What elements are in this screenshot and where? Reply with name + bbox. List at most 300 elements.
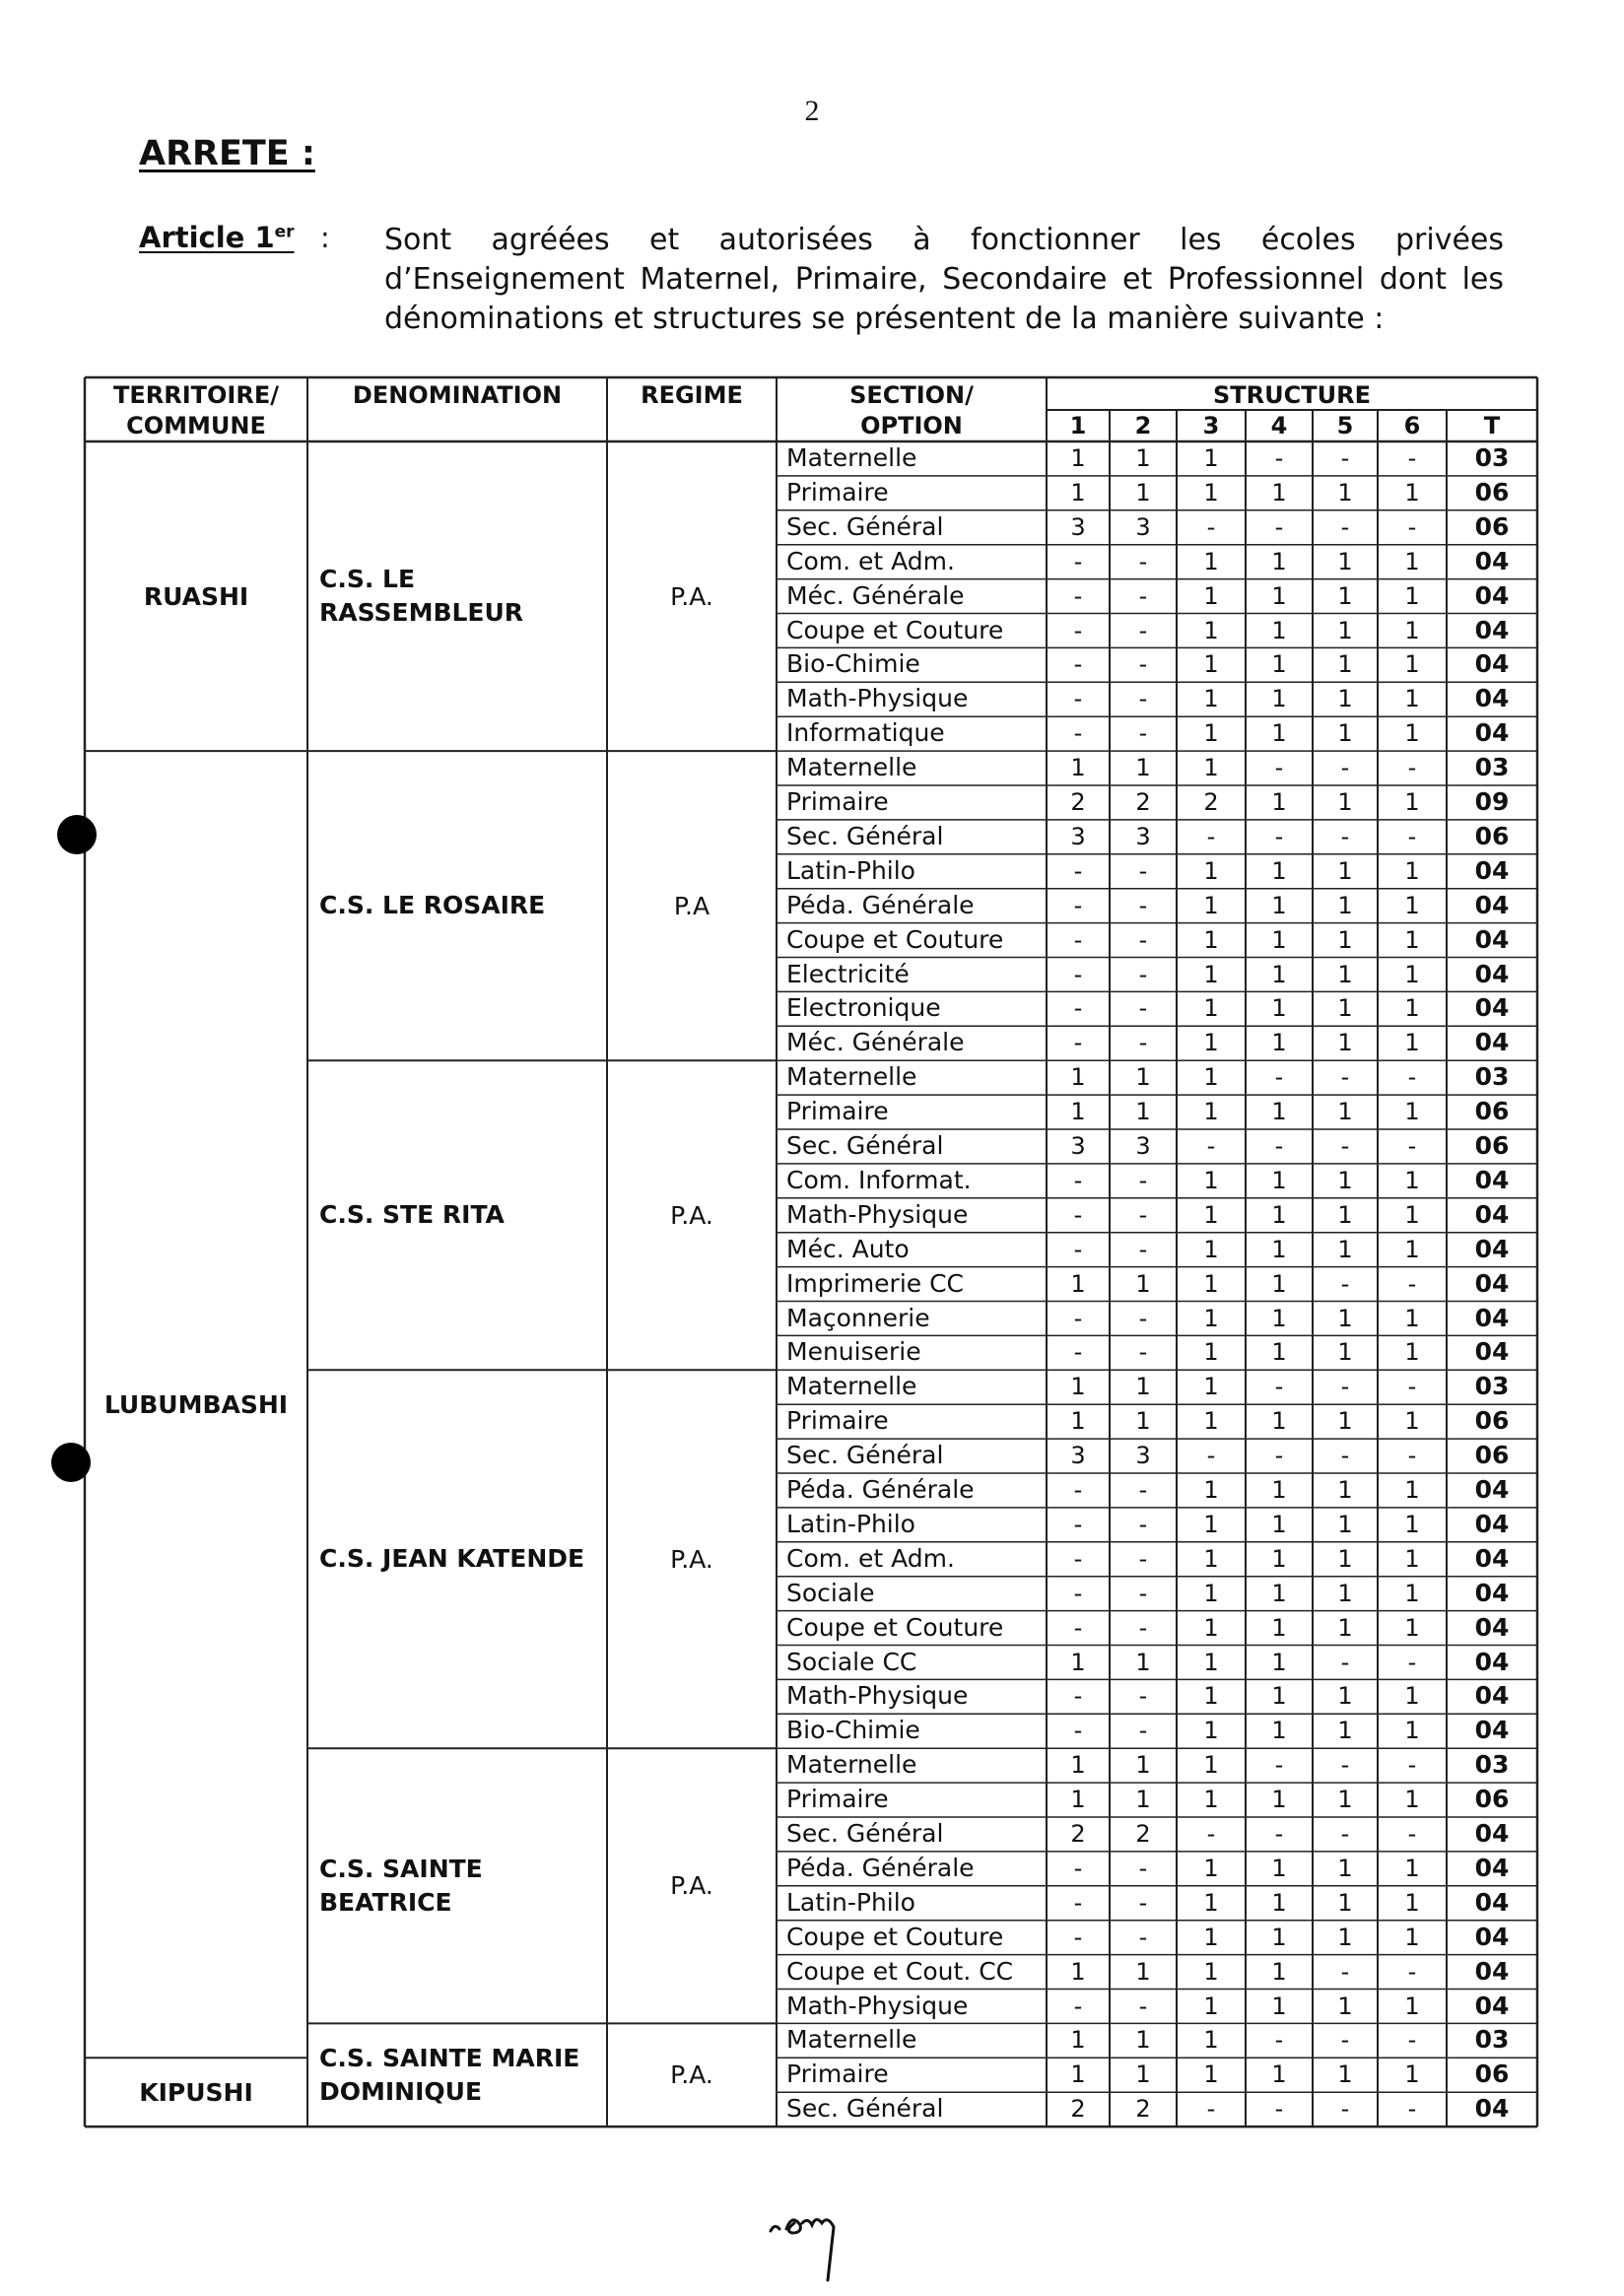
structure-value-cell: 1 (1271, 1269, 1287, 1298)
structure-value-cell: - (1340, 444, 1350, 472)
structure-value-cell: - (1138, 960, 1148, 988)
structure-value-cell: - (1340, 1648, 1350, 1676)
structure-value-cell: 1 (1337, 1098, 1353, 1126)
structure-value-cell: - (1340, 822, 1350, 850)
school-regime: P.A. (670, 581, 713, 611)
structure-value-cell: 1 (1203, 1682, 1219, 1711)
structure-total-cell: 04 (1474, 2094, 1510, 2124)
structure-value-cell: 3 (1135, 1132, 1151, 1160)
structure-total-cell: 04 (1474, 1956, 1510, 1986)
structure-total-cell: 04 (1474, 1165, 1510, 1194)
structure-value-cell: - (1073, 1888, 1083, 1917)
structure-value-cell: 1 (1404, 1029, 1420, 1057)
structure-value-cell: 1 (1404, 1510, 1420, 1538)
school-denomination: C.S. SAINTE BEATRICE (319, 1854, 483, 1917)
structure-total-cell: 06 (1474, 1406, 1510, 1436)
structure-value-cell: - (1340, 1373, 1350, 1401)
structure-value-cell: 1 (1271, 650, 1287, 679)
structure-value-cell: - (1073, 685, 1083, 713)
structure-value-cell: 1 (1404, 1786, 1420, 1814)
structure-value-cell: - (1407, 1957, 1417, 1986)
structure-value-cell: 1 (1135, 1786, 1151, 1814)
structure-value-cell: 1 (1070, 2060, 1086, 2089)
structure-value-cell: - (1138, 1476, 1148, 1504)
structure-value-cell: 1 (1337, 685, 1353, 713)
structure-value-cell: - (1073, 891, 1083, 919)
structure-value-cell: - (1407, 1820, 1417, 1848)
header-structure-col-4: 4 (1270, 412, 1288, 439)
article-text: Sont agréées et autorisées à fonctionner les écoles privées d’Enseignement Maternel, Primaire, Secondaire et Professionnel dont les dénominations et structures se présentent de la manière suivante : (384, 223, 1504, 336)
article-colon: : (320, 221, 330, 254)
structure-value-cell: 1 (1337, 925, 1353, 954)
structure-value-cell: - (1407, 512, 1417, 541)
structure-total-cell: 03 (1474, 2025, 1510, 2055)
structure-value-cell: 1 (1203, 1029, 1219, 1057)
structure-value-cell: - (1407, 1373, 1417, 1401)
structure-value-cell: 1 (1404, 616, 1420, 644)
structure-value-cell: 1 (1271, 1613, 1287, 1642)
territory-name: KIPUSHI (139, 2077, 253, 2107)
signature-mark (763, 2186, 871, 2294)
structure-value-cell: 1 (1337, 719, 1353, 748)
structure-value-cell: - (1138, 1304, 1148, 1332)
section-option-cell: Maternelle (786, 1750, 917, 1780)
structure-total-cell: 04 (1474, 1681, 1510, 1711)
structure-value-cell: 1 (1337, 581, 1353, 610)
school-denomination: C.S. SAINTE MARIE DOMINIQUE (319, 2043, 580, 2106)
section-option-cell: Méc. Générale (786, 580, 965, 610)
school-regime: P.A. (670, 1544, 713, 1574)
section-option-cell: Sociale CC (786, 1647, 917, 1676)
structure-value-cell: 1 (1203, 1888, 1219, 1917)
structure-value-cell: 1 (1337, 891, 1353, 919)
structure-value-cell: 3 (1135, 512, 1151, 541)
structure-value-cell: 1 (1203, 1098, 1219, 1126)
structure-value-cell: - (1073, 1235, 1083, 1263)
structure-value-cell: 1 (1203, 1613, 1219, 1642)
structure-value-cell: - (1206, 1132, 1216, 1160)
structure-value-cell: 1 (1070, 754, 1086, 782)
structure-total-cell: 04 (1474, 1337, 1510, 1367)
structure-value-cell: 1 (1135, 1098, 1151, 1126)
structure-value-cell: 1 (1337, 1682, 1353, 1711)
section-option-cell: Coupe et Couture (786, 924, 1004, 954)
structure-total-cell: 04 (1474, 1716, 1510, 1745)
structure-value-cell: - (1073, 1304, 1083, 1332)
structure-value-cell: 3 (1070, 1442, 1086, 1470)
structure-value-cell: 1 (1203, 1304, 1219, 1332)
section-option-cell: Maternelle (786, 443, 917, 472)
structure-value-cell: - (1274, 2095, 1284, 2124)
structure-total-cell: 04 (1474, 1234, 1510, 1263)
structure-value-cell: 1 (1203, 891, 1219, 919)
structure-value-cell: - (1073, 1613, 1083, 1642)
structure-value-cell: - (1138, 1682, 1148, 1711)
structure-value-cell: 1 (1337, 2060, 1353, 2089)
territory-name: LUBUMBASHI (103, 1389, 289, 1419)
structure-value-cell: 1 (1203, 1373, 1219, 1401)
structure-value-cell: - (1138, 1854, 1148, 1882)
structure-value-cell: - (1138, 616, 1148, 644)
structure-value-cell: 1 (1404, 1200, 1420, 1229)
structure-value-cell: - (1138, 1544, 1148, 1573)
structure-value-cell: 1 (1271, 719, 1287, 748)
section-option-cell: Coupe et Couture (786, 1612, 1004, 1642)
structure-total-cell: 06 (1474, 2060, 1510, 2089)
structure-value-cell: 1 (1070, 1407, 1086, 1436)
structure-value-cell: 1 (1271, 1992, 1287, 2020)
header-structure-col-5: 5 (1336, 412, 1354, 439)
structure-value-cell: 1 (1271, 994, 1287, 1023)
structure-value-cell: - (1340, 1442, 1350, 1470)
structure-value-cell: 2 (1135, 1820, 1151, 1848)
structure-value-cell: - (1274, 1063, 1284, 1092)
school-denomination: C.S. LE ROSAIRE (319, 891, 546, 920)
arrete-heading: ARRETE : (139, 134, 315, 173)
structure-value-cell: 1 (1337, 1544, 1353, 1573)
structure-value-cell: 1 (1070, 2026, 1086, 2055)
structure-value-cell: - (1073, 1854, 1083, 1882)
structure-value-cell: 1 (1404, 719, 1420, 748)
structure-value-cell: 1 (1271, 1923, 1287, 1951)
structure-value-cell: - (1073, 650, 1083, 679)
structure-total-cell: 04 (1474, 1475, 1510, 1504)
structure-value-cell: 1 (1135, 1648, 1151, 1676)
structure-value-cell: - (1138, 925, 1148, 954)
structure-value-cell: 1 (1271, 925, 1287, 954)
structure-value-cell: 1 (1203, 650, 1219, 679)
structure-value-cell: 1 (1404, 1476, 1420, 1504)
structure-value-cell: 1 (1337, 1579, 1353, 1607)
structure-value-cell: 1 (1135, 1269, 1151, 1298)
structure-value-cell: - (1138, 581, 1148, 610)
structure-total-cell: 04 (1474, 1199, 1510, 1229)
structure-value-cell: - (1073, 1544, 1083, 1573)
structure-value-cell: - (1138, 1888, 1148, 1917)
structure-total-cell: 06 (1474, 1131, 1510, 1160)
structure-value-cell: 1 (1404, 1304, 1420, 1332)
structure-total-cell: 03 (1474, 753, 1510, 782)
structure-value-cell: 1 (1404, 478, 1420, 506)
structure-value-cell: 1 (1404, 1338, 1420, 1367)
structure-total-cell: 04 (1474, 1922, 1510, 1951)
structure-value-cell: - (1206, 1820, 1216, 1848)
structure-value-cell: 1 (1404, 1098, 1420, 1126)
structure-total-cell: 04 (1474, 684, 1510, 713)
structure-value-cell: - (1073, 1717, 1083, 1745)
section-option-cell: Méc. Générale (786, 1028, 965, 1057)
structure-value-cell: 1 (1203, 444, 1219, 472)
structure-value-cell: - (1340, 1063, 1350, 1092)
structure-value-cell: - (1073, 1338, 1083, 1367)
structure-value-cell: - (1073, 925, 1083, 954)
structure-value-cell: 1 (1203, 1648, 1219, 1676)
section-option-cell: Maternelle (786, 2025, 917, 2055)
section-option-cell: Primaire (786, 1406, 889, 1436)
structure-value-cell: - (1138, 1166, 1148, 1194)
structure-value-cell: - (1407, 1132, 1417, 1160)
structure-value-cell: - (1138, 650, 1148, 679)
structure-value-cell: 1 (1203, 685, 1219, 713)
header-structure-col-6: 6 (1403, 412, 1421, 439)
structure-value-cell: - (1073, 1476, 1083, 1504)
section-option-cell: Méc. Auto (786, 1234, 910, 1263)
header-structure: STRUCTURE (1213, 381, 1371, 409)
structure-value-cell: 1 (1337, 1613, 1353, 1642)
structure-value-cell: 1 (1203, 1786, 1219, 1814)
structure-value-cell: 1 (1271, 1854, 1287, 1882)
structure-value-cell: 1 (1203, 1338, 1219, 1367)
structure-total-cell: 04 (1474, 1268, 1510, 1298)
structure-value-cell: 1 (1337, 547, 1353, 575)
section-option-cell: Com. et Adm. (786, 1543, 955, 1573)
section-option-cell: Péda. Générale (786, 890, 975, 919)
structure-total-cell: 06 (1474, 477, 1510, 506)
structure-value-cell: 1 (1203, 754, 1219, 782)
structure-value-cell: - (1274, 2026, 1284, 2055)
structure-value-cell: 1 (1203, 1476, 1219, 1504)
structure-total-cell: 04 (1474, 1028, 1510, 1057)
structure-value-cell: 1 (1203, 1923, 1219, 1951)
structure-total-cell: 04 (1474, 580, 1510, 610)
structure-total-cell: 03 (1474, 1062, 1510, 1092)
structure-value-cell: - (1073, 616, 1083, 644)
section-option-cell: Math-Physique (786, 684, 969, 713)
section-option-cell: Coupe et Couture (786, 1922, 1004, 1951)
structure-value-cell: 1 (1271, 788, 1287, 816)
structure-value-cell: 1 (1271, 1338, 1287, 1367)
structure-value-cell: 1 (1271, 616, 1287, 644)
structure-value-cell: - (1274, 1442, 1284, 1470)
school-regime: P.A. (670, 1200, 713, 1230)
section-option-cell: Latin-Philo (786, 855, 915, 885)
structure-value-cell: 1 (1337, 1166, 1353, 1194)
structure-value-cell: 1 (1337, 1304, 1353, 1332)
school-regime: P.A. (670, 1871, 713, 1901)
structure-value-cell: - (1073, 994, 1083, 1023)
structure-total-cell: 06 (1474, 821, 1510, 850)
structure-value-cell: - (1073, 719, 1083, 748)
structure-value-cell: 1 (1404, 856, 1420, 885)
structure-value-cell: 1 (1337, 1200, 1353, 1229)
structure-value-cell: - (1340, 1820, 1350, 1848)
structure-value-cell: 3 (1070, 822, 1086, 850)
territory-name: RUASHI (143, 581, 249, 611)
structure-total-cell: 06 (1474, 1441, 1510, 1470)
structure-value-cell: 3 (1070, 512, 1086, 541)
structure-value-cell: - (1073, 960, 1083, 988)
section-option-cell: Com. et Adm. (786, 546, 955, 575)
structure-value-cell: 1 (1337, 1854, 1353, 1882)
structure-value-cell: 1 (1203, 1407, 1219, 1436)
structure-value-cell: 1 (1135, 1407, 1151, 1436)
structure-total-cell: 06 (1474, 1097, 1510, 1126)
structure-total-cell: 06 (1474, 511, 1510, 541)
structure-value-cell: 1 (1337, 1992, 1353, 2020)
structure-value-cell: 1 (1271, 891, 1287, 919)
structure-value-cell: 1 (1404, 1854, 1420, 1882)
structure-value-cell: - (1138, 1029, 1148, 1057)
structure-total-cell: 04 (1474, 890, 1510, 919)
structure-value-cell: 1 (1337, 994, 1353, 1023)
structure-value-cell: - (1073, 1166, 1083, 1194)
structure-total-cell: 04 (1474, 1991, 1510, 2020)
structure-value-cell: - (1138, 1923, 1148, 1951)
structure-value-cell: - (1138, 685, 1148, 713)
section-option-cell: Péda. Générale (786, 1475, 975, 1504)
structure-value-cell: - (1138, 1992, 1148, 2020)
structure-value-cell: 1 (1203, 2060, 1219, 2089)
structure-value-cell: - (1138, 547, 1148, 575)
structure-value-cell: 1 (1203, 1166, 1219, 1194)
structure-value-cell: 1 (1271, 960, 1287, 988)
structure-value-cell: 3 (1070, 1132, 1086, 1160)
structure-value-cell: - (1073, 1510, 1083, 1538)
structure-value-cell: - (1138, 994, 1148, 1023)
structure-value-cell: 1 (1404, 1682, 1420, 1711)
structure-value-cell: 1 (1271, 1544, 1287, 1573)
section-option-cell: Primaire (786, 787, 889, 816)
structure-value-cell: 1 (1404, 960, 1420, 988)
structure-value-cell: 1 (1404, 1166, 1420, 1194)
structure-value-cell: 1 (1203, 1269, 1219, 1298)
structure-value-cell: 1 (1404, 650, 1420, 679)
structure-value-cell: 1 (1337, 1338, 1353, 1367)
structure-value-cell: - (1407, 1269, 1417, 1298)
structure-value-cell: 1 (1271, 1166, 1287, 1194)
structure-value-cell: - (1073, 1579, 1083, 1607)
structure-value-cell: - (1340, 2026, 1350, 2055)
structure-total-cell: 04 (1474, 959, 1510, 988)
structure-value-cell: 1 (1135, 478, 1151, 506)
structure-value-cell: 1 (1271, 1957, 1287, 1986)
structure-total-cell: 04 (1474, 1543, 1510, 1573)
section-option-cell: Maternelle (786, 1062, 917, 1092)
structure-total-cell: 04 (1474, 1303, 1510, 1332)
structure-value-cell: 3 (1135, 822, 1151, 850)
section-option-cell: Latin-Philo (786, 1509, 915, 1538)
structure-value-cell: 2 (1070, 788, 1086, 816)
structure-value-cell: 1 (1203, 1200, 1219, 1229)
structure-value-cell: - (1407, 2095, 1417, 2124)
structure-value-cell: 1 (1337, 478, 1353, 506)
structure-value-cell: 1 (1337, 1510, 1353, 1538)
section-option-cell: Primaire (786, 1097, 889, 1126)
school-denomination: C.S. JEAN KATENDE (319, 1544, 585, 1574)
structure-value-cell: - (1274, 1373, 1284, 1401)
structure-value-cell: 1 (1271, 1510, 1287, 1538)
structure-value-cell: 1 (1203, 616, 1219, 644)
structure-value-cell: - (1073, 1682, 1083, 1711)
structure-value-cell: 1 (1404, 1717, 1420, 1745)
structure-value-cell: 1 (1271, 1304, 1287, 1332)
structure-value-cell: - (1407, 822, 1417, 850)
structure-value-cell: 1 (1337, 1786, 1353, 1814)
structure-value-cell: - (1138, 1613, 1148, 1642)
section-option-cell: Coupe et Cout. CC (786, 1956, 1014, 1986)
section-option-cell: Maternelle (786, 753, 917, 782)
structure-value-cell: 1 (1271, 547, 1287, 575)
section-option-cell: Latin-Philo (786, 1887, 915, 1917)
structure-value-cell: - (1407, 444, 1417, 472)
structure-total-cell: 04 (1474, 993, 1510, 1023)
structure-total-cell: 04 (1474, 1578, 1510, 1607)
structure-value-cell: 1 (1070, 1786, 1086, 1814)
section-option-cell: Sec. Général (786, 821, 944, 850)
page-number: 2 (804, 95, 820, 127)
section-option-cell: Coupe et Couture (786, 615, 1004, 644)
section-option-cell: Bio-Chimie (786, 649, 920, 679)
structure-total-cell: 04 (1474, 1509, 1510, 1538)
structure-value-cell: 1 (1203, 1854, 1219, 1882)
structure-value-cell: 1 (1070, 478, 1086, 506)
structure-value-cell: 1 (1070, 444, 1086, 472)
structure-total-cell: 09 (1474, 787, 1510, 816)
structure-value-cell: 1 (1070, 1269, 1086, 1298)
structure-value-cell: 1 (1203, 1510, 1219, 1538)
header-denomination: DENOMINATION (352, 381, 563, 409)
structure-value-cell: 1 (1271, 1098, 1287, 1126)
structure-total-cell: 03 (1474, 1750, 1510, 1780)
structure-total-cell: 04 (1474, 1887, 1510, 1917)
structure-value-cell: 1 (1404, 1613, 1420, 1642)
section-option-cell: Math-Physique (786, 1199, 969, 1229)
section-option-cell: Bio-Chimie (786, 1716, 920, 1745)
section-option-cell: Electricité (786, 959, 910, 988)
structure-value-cell: 1 (1337, 1923, 1353, 1951)
header-regime: REGIME (641, 381, 743, 409)
structure-value-cell: 1 (1337, 1235, 1353, 1263)
structure-value-cell: - (1138, 1338, 1148, 1367)
structure-total-cell: 04 (1474, 1647, 1510, 1676)
structure-value-cell: 1 (1203, 547, 1219, 575)
structure-value-cell: - (1073, 856, 1083, 885)
structure-value-cell: 1 (1271, 685, 1287, 713)
structure-value-cell: 1 (1271, 478, 1287, 506)
structure-value-cell: 1 (1404, 1923, 1420, 1951)
structure-value-cell: 1 (1404, 994, 1420, 1023)
structure-value-cell: 1 (1203, 1544, 1219, 1573)
structure-value-cell: 1 (1271, 1648, 1287, 1676)
structure-value-cell: - (1407, 1063, 1417, 1092)
structure-value-cell: 1 (1337, 1476, 1353, 1504)
structure-value-cell: 1 (1135, 1063, 1151, 1092)
structure-value-cell: - (1073, 1029, 1083, 1057)
structure-value-cell: 1 (1337, 960, 1353, 988)
header-section-option: SECTION/ OPTION (849, 381, 974, 439)
structure-value-cell: 1 (1337, 1029, 1353, 1057)
structure-value-cell: 2 (1135, 788, 1151, 816)
structure-value-cell: 1 (1337, 788, 1353, 816)
structure-value-cell: - (1206, 822, 1216, 850)
structure-total-cell: 04 (1474, 615, 1510, 644)
structure-total-cell: 04 (1474, 924, 1510, 954)
structure-value-cell: - (1073, 547, 1083, 575)
structure-value-cell: 1 (1404, 547, 1420, 575)
punch-hole-top (57, 815, 97, 854)
structure-value-cell: 1 (1070, 1063, 1086, 1092)
structure-value-cell: 1 (1404, 1407, 1420, 1436)
structure-value-cell: - (1407, 1648, 1417, 1676)
structure-total-cell: 06 (1474, 1785, 1510, 1814)
structure-value-cell: 1 (1203, 994, 1219, 1023)
structure-value-cell: - (1407, 754, 1417, 782)
structure-value-cell: 2 (1203, 788, 1219, 816)
structure-value-cell: 3 (1135, 1442, 1151, 1470)
structure-value-cell: 1 (1404, 788, 1420, 816)
structure-value-cell: 1 (1203, 925, 1219, 954)
structure-value-cell: 1 (1203, 2026, 1219, 2055)
